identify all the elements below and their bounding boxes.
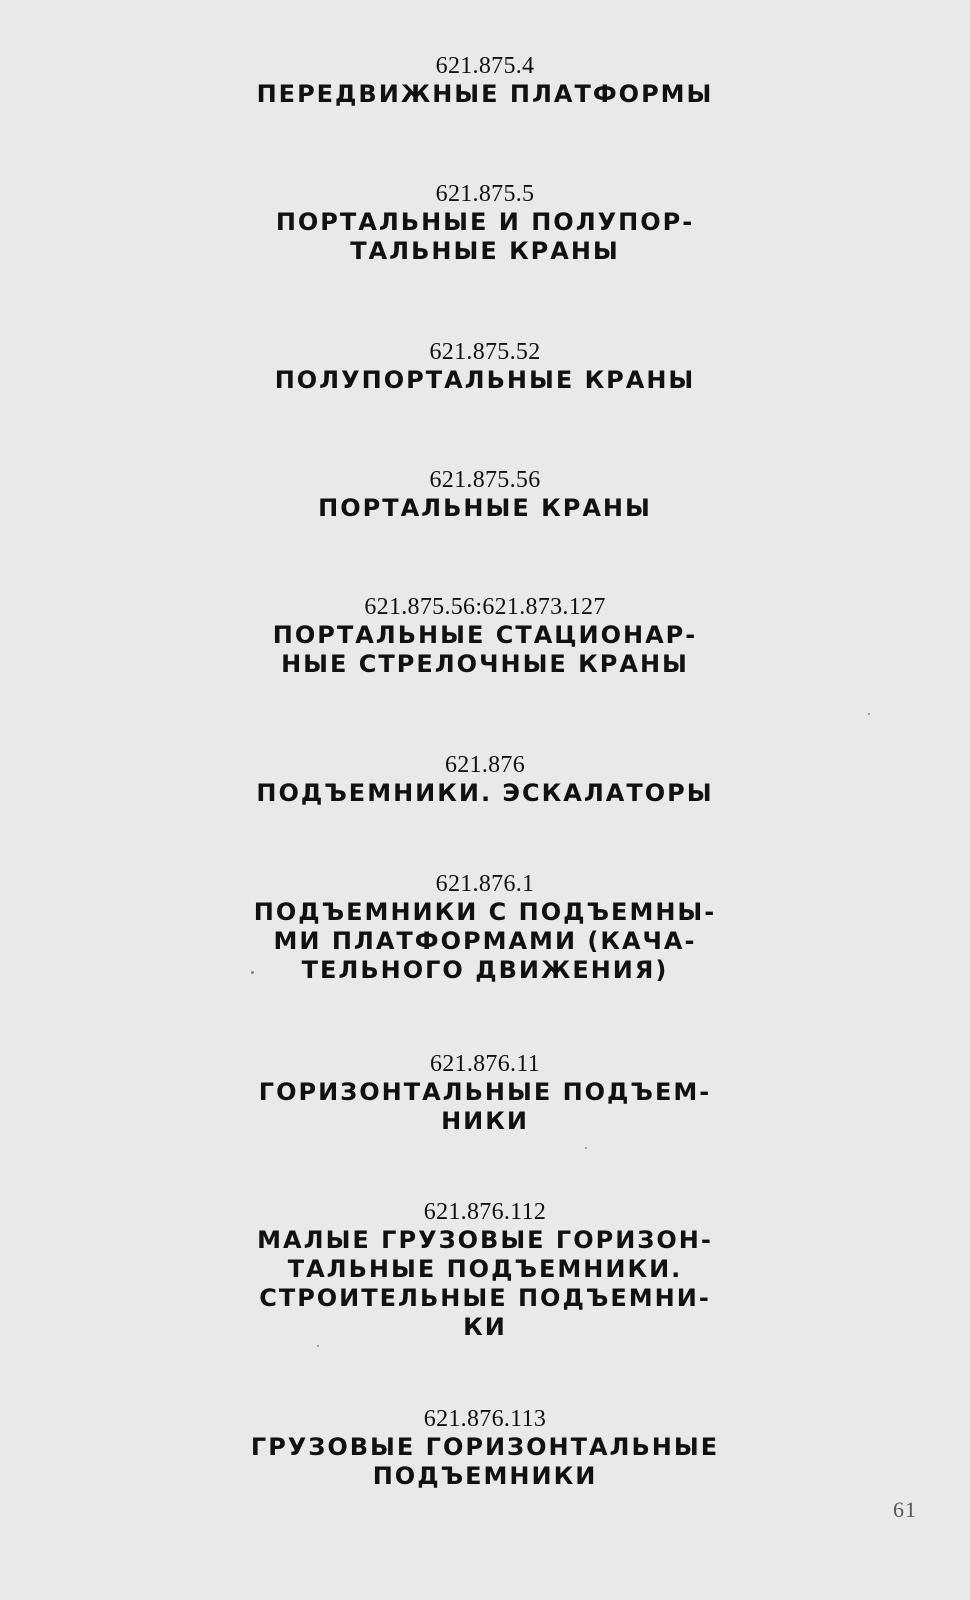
udc-code: 621.876.1 bbox=[435, 871, 535, 897]
heading bbox=[235, 1433, 735, 1491]
heading-line: ПОРТАЛЬНЫЕ СТАЦИОНАР- bbox=[272, 621, 698, 649]
heading-line: ПОДЪЕМНИКИ. ЭСКАЛАТОРЫ bbox=[256, 779, 714, 807]
udc-code: 621.876.113 bbox=[423, 1406, 547, 1432]
heading-line: НИКИ bbox=[441, 1107, 529, 1135]
udc-code: 621.875.4 bbox=[435, 53, 535, 79]
udc-code: 621.875.56:621.873.127 bbox=[364, 594, 606, 620]
classification-entry bbox=[235, 180, 735, 266]
heading bbox=[235, 779, 735, 808]
heading-line: МИ ПЛАТФОРМАМИ (КАЧА- bbox=[273, 927, 697, 955]
heading-line: ГРУЗОВЫЕ ГОРИЗОНТАЛЬНЫЕ bbox=[250, 1433, 720, 1461]
heading-line: ПОДЪЕМНИКИ bbox=[372, 1462, 598, 1490]
heading-line: НЫЕ СТРЕЛОЧНЫЕ КРАНЫ bbox=[281, 650, 689, 678]
scan-speck bbox=[251, 971, 254, 974]
udc-code: 621.875.56 bbox=[429, 467, 541, 493]
classification-entry bbox=[235, 52, 735, 109]
udc-code: 621.875.5 bbox=[435, 181, 535, 207]
heading bbox=[235, 366, 735, 395]
scan-speck bbox=[585, 1147, 587, 1149]
classification-entry bbox=[235, 593, 735, 679]
heading-line: ТЕЛЬНОГО ДВИЖЕНИЯ) bbox=[301, 956, 669, 984]
udc-code: 621.876.11 bbox=[429, 1051, 541, 1077]
heading-line: МАЛЫЕ ГРУЗОВЫЕ ГОРИЗОН- bbox=[257, 1226, 713, 1254]
heading bbox=[235, 898, 735, 985]
classification-entry bbox=[235, 751, 735, 808]
heading-line: КИ bbox=[463, 1313, 507, 1341]
heading-line: ПОЛУПОРТАЛЬНЫЕ КРАНЫ bbox=[274, 366, 696, 394]
heading bbox=[235, 494, 735, 523]
heading-line: ПОРТАЛЬНЫЕ КРАНЫ bbox=[318, 494, 652, 522]
classification-entry bbox=[235, 870, 735, 985]
heading bbox=[235, 1226, 735, 1342]
scan-speck bbox=[868, 713, 870, 715]
heading bbox=[235, 208, 735, 266]
udc-code: 621.875.52 bbox=[429, 339, 541, 365]
page-number: 61 bbox=[893, 1497, 917, 1522]
heading-line: ТАЛЬНЫЕ КРАНЫ bbox=[350, 237, 620, 265]
heading-line: ПОДЪЕМНИКИ С ПОДЪЕМНЫ- bbox=[253, 898, 717, 926]
heading-line: ПЕРЕДВИЖНЫЕ ПЛАТФОРМЫ bbox=[256, 80, 714, 108]
heading-line: ПОРТАЛЬНЫЕ И ПОЛУПОР- bbox=[275, 208, 695, 236]
heading bbox=[235, 80, 735, 109]
classification-entry bbox=[235, 466, 735, 523]
heading-line: ГОРИЗОНТАЛЬНЫЕ ПОДЪЕМ- bbox=[258, 1078, 712, 1106]
scan-speck bbox=[317, 1345, 319, 1347]
heading bbox=[235, 621, 735, 679]
heading-line: ТАЛЬНЫЕ ПОДЪЕМНИКИ. bbox=[287, 1255, 683, 1283]
heading-line: СТРОИТЕЛЬНЫЕ ПОДЪЕМНИ- bbox=[259, 1284, 711, 1312]
classification-entry bbox=[235, 1050, 735, 1136]
udc-code: 621.876 bbox=[444, 752, 526, 778]
udc-code: 621.876.112 bbox=[423, 1199, 547, 1225]
classification-entry bbox=[235, 338, 735, 395]
classification-entry bbox=[235, 1405, 735, 1491]
classification-entry bbox=[235, 1198, 735, 1342]
heading bbox=[235, 1078, 735, 1136]
